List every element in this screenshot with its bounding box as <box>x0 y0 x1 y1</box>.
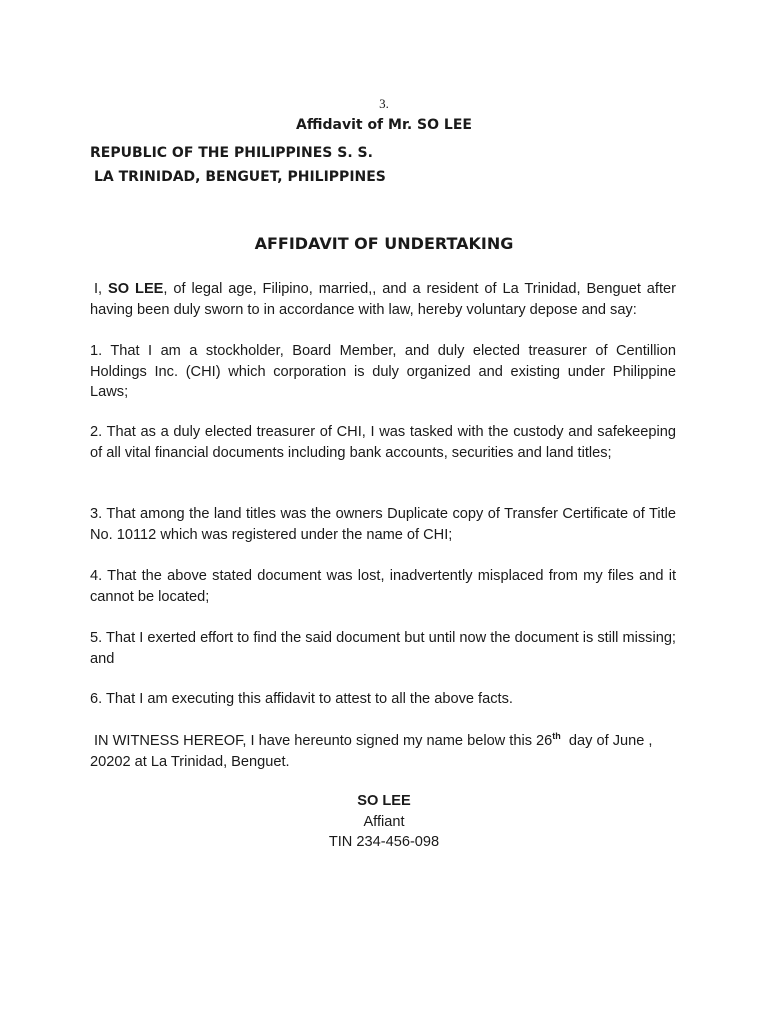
venue-line-1: REPUBLIC OF THE PHILIPPINES S. S. <box>90 145 373 161</box>
paragraph-3: 3. That among the land titles was the owners Duplicate copy of Transfer Certificate of Title No. 10112 which was registered under the name of CHI; <box>90 506 676 543</box>
paragraph-1: 1. That I am a stockholder, Board Member, and duly elected treasurer of Centillion Holdings Inc. (CHI) which corporation is duly organized and existing under Philippine Laws; <box>90 343 676 400</box>
signature-role: Affiant <box>363 813 405 830</box>
document-title: AFFIDAVIT OF UNDERTAKING <box>254 234 514 253</box>
affiant-name-inline: SO LEE <box>108 281 164 297</box>
intro-paragraph <box>90 279 676 320</box>
paragraph-2: 2. That as a duly elected treasurer of CHI, I was tasked with the custody and safekeeping of all vital financial documents including bank accounts, securities and land titles; <box>90 424 676 461</box>
witness-ordinal: th <box>552 731 561 742</box>
intro-rest: , of legal age, Filipino, married,, and a resident of La Trinidad, Benguet after having been duly sworn to in accordance with law, hereby voluntary depose and say: <box>90 281 676 318</box>
paragraph-6: 6. That I am executing this affidavit to attest to all the above facts. <box>90 691 513 707</box>
intro-prefix: I, <box>94 281 109 297</box>
witness-text-after: day of June , 20202 at La Trinidad, Benguet. <box>90 733 657 770</box>
paragraph-5: 5. That I exerted effort to find the said document but until now the document is still missing; and <box>90 630 676 667</box>
witness-text-before: IN WITNESS HEREOF, I have hereunto signed my name below this 26 <box>94 733 553 749</box>
affidavit-heading: Affidavit of Mr. SO LEE <box>296 117 472 133</box>
page-number: 3. <box>379 96 389 111</box>
signature-block <box>0 791 768 853</box>
paragraph-4: 4. That the above stated document was lost, inadvertently misplaced from my files and it cannot be located; <box>90 568 676 605</box>
signature-name: SO LEE <box>357 793 411 809</box>
signature-tin: TIN 234-456-098 <box>328 834 440 850</box>
venue-line-2: LA TRINIDAD, BENGUET, PHILIPPINES <box>94 169 386 185</box>
witness-paragraph <box>90 731 676 772</box>
